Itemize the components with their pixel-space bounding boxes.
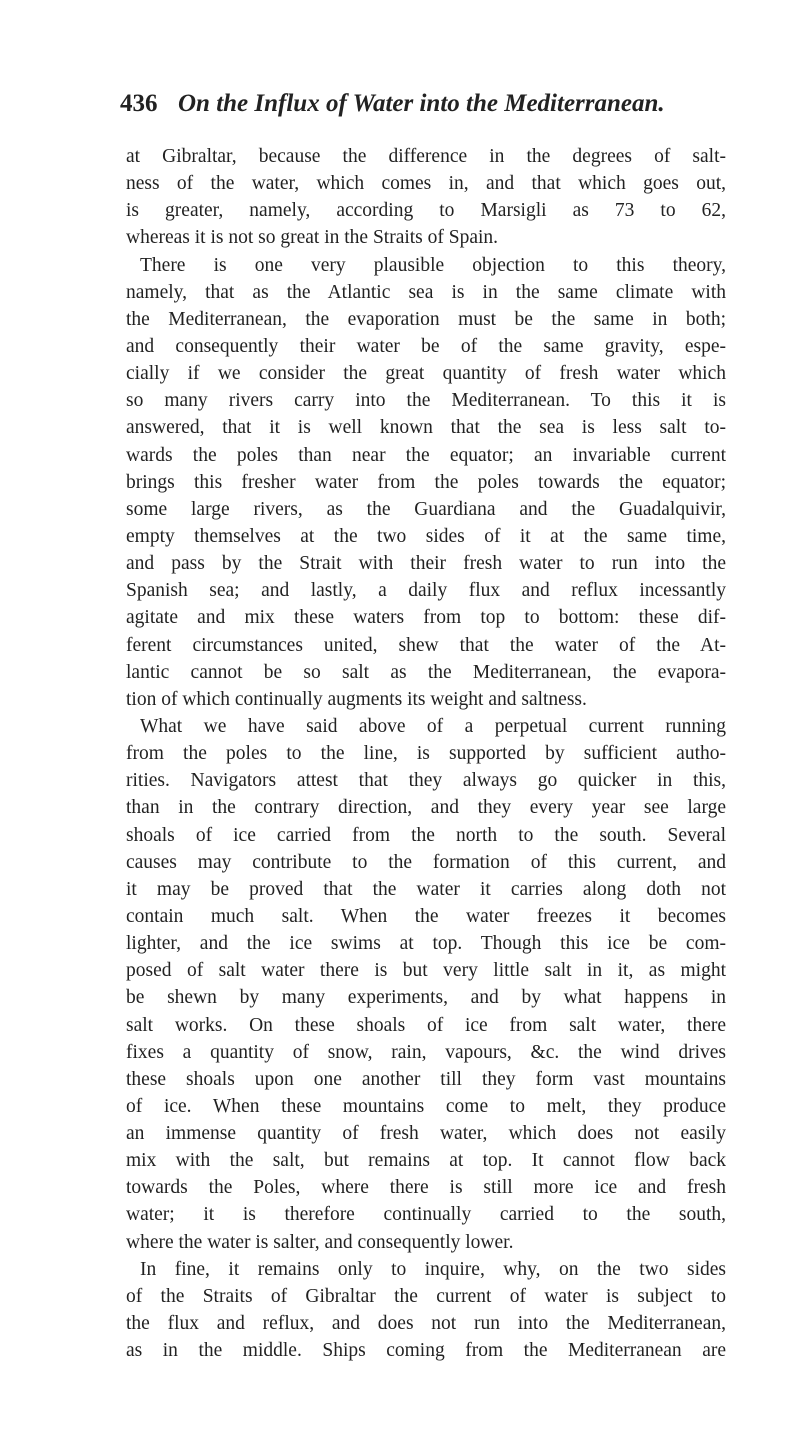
- text-line: some large rivers, as the Guardiana and the Guadalquivir,: [126, 498, 726, 520]
- body-text: [126, 143, 726, 1364]
- text-line: lantic cannot be so salt as the Mediterranean, the evapora-: [126, 661, 726, 683]
- text-line: from the poles to the line, is supported by sufficient autho-: [126, 743, 726, 765]
- page-number: 436: [120, 90, 158, 117]
- text-line: brings this fresher water from the poles towards the equator;: [126, 471, 726, 493]
- text-line: posed of salt water there is but very little salt in it, as might: [126, 960, 726, 982]
- text-line: contain much salt. When the water freezes it becomes: [126, 905, 726, 927]
- text-line: answered, that it is well known that the sea is less salt to-: [126, 417, 726, 439]
- text-line: fixes a quantity of snow, rain, vapours, &c. the wind drives: [126, 1041, 726, 1063]
- text-line: and consequently their water be of the same gravity, espe-: [126, 335, 726, 357]
- text-line: Spanish sea; and lastly, a daily flux and reflux incessantly: [126, 580, 726, 602]
- text-line: lighter, and the ice swims at top. Though this ice be com-: [126, 933, 726, 955]
- text-line: where the water is salter, and consequently lower.: [126, 1231, 514, 1253]
- text-line: of the Straits of Gibraltar the current of water is subject to: [126, 1285, 726, 1307]
- text-line: of ice. When these mountains come to melt, they produce: [126, 1095, 726, 1117]
- text-line: an immense quantity of fresh water, which does not easily: [126, 1123, 726, 1145]
- text-line: the Mediterranean, the evaporation must be the same in both;: [126, 308, 726, 330]
- text-line: towards the Poles, where there is still more ice and fresh: [126, 1177, 726, 1199]
- text-line: mix with the salt, but remains at top. It cannot flow back: [126, 1150, 726, 1172]
- text-line: it may be proved that the water it carries along doth not: [126, 878, 726, 900]
- text-line: the flux and reflux, and does not run into the Mediterranean,: [126, 1313, 726, 1335]
- text-line: ferent circumstances united, shew that the water of the At-: [126, 634, 726, 656]
- text-line: cially if we consider the great quantity of fresh water which: [126, 363, 726, 385]
- text-line: namely, that as the Atlantic sea is in the same climate with: [126, 281, 726, 303]
- text-line: ness of the water, which comes in, and that which goes out,: [126, 173, 726, 195]
- text-line: rities. Navigators attest that they always go quicker in this,: [126, 770, 726, 792]
- page-header: [120, 90, 720, 130]
- text-line: at Gibraltar, because the difference in the degrees of salt-: [126, 146, 726, 167]
- running-title: On the Influx of Water into the Mediterranean.: [178, 90, 665, 117]
- text-line: What we have said above of a perpetual current running: [140, 715, 726, 737]
- text-line: shoals of ice carried from the north to the south. Several: [126, 824, 726, 846]
- text-line: than in the contrary direction, and they every year see large: [126, 797, 726, 819]
- text-line: water; it is therefore continually carried to the south,: [126, 1204, 726, 1226]
- text-line: tion of which continually augments its weight and saltness.: [126, 688, 587, 710]
- text-line: be shewn by many experiments, and by what happens in: [126, 987, 726, 1009]
- text-line: these shoals upon one another till they form vast mountains: [126, 1068, 726, 1090]
- text-line: and pass by the Strait with their fresh water to run into the: [126, 553, 726, 575]
- text-line: agitate and mix these waters from top to bottom: these dif-: [126, 607, 726, 629]
- text-line: wards the poles than near the equator; an invariable current: [126, 444, 726, 466]
- text-line: causes may contribute to the formation of this current, and: [126, 851, 726, 873]
- text-line: empty themselves at the two sides of it at the same time,: [126, 525, 726, 547]
- text-line: salt works. On these shoals of ice from salt water, there: [126, 1014, 726, 1036]
- text-line: as in the middle. Ships coming from the Mediterranean are: [126, 1340, 726, 1362]
- text-line: In fine, it remains only to inquire, why, on the two sides: [140, 1258, 726, 1280]
- text-line: There is one very plausible objection to this theory,: [140, 254, 726, 276]
- text-line: whereas it is not so great in the Straits of Spain.: [126, 227, 499, 249]
- text-line: so many rivers carry into the Mediterranean. To this it is: [126, 390, 726, 412]
- text-line: is greater, namely, according to Marsigli as 73 to 62,: [126, 200, 726, 222]
